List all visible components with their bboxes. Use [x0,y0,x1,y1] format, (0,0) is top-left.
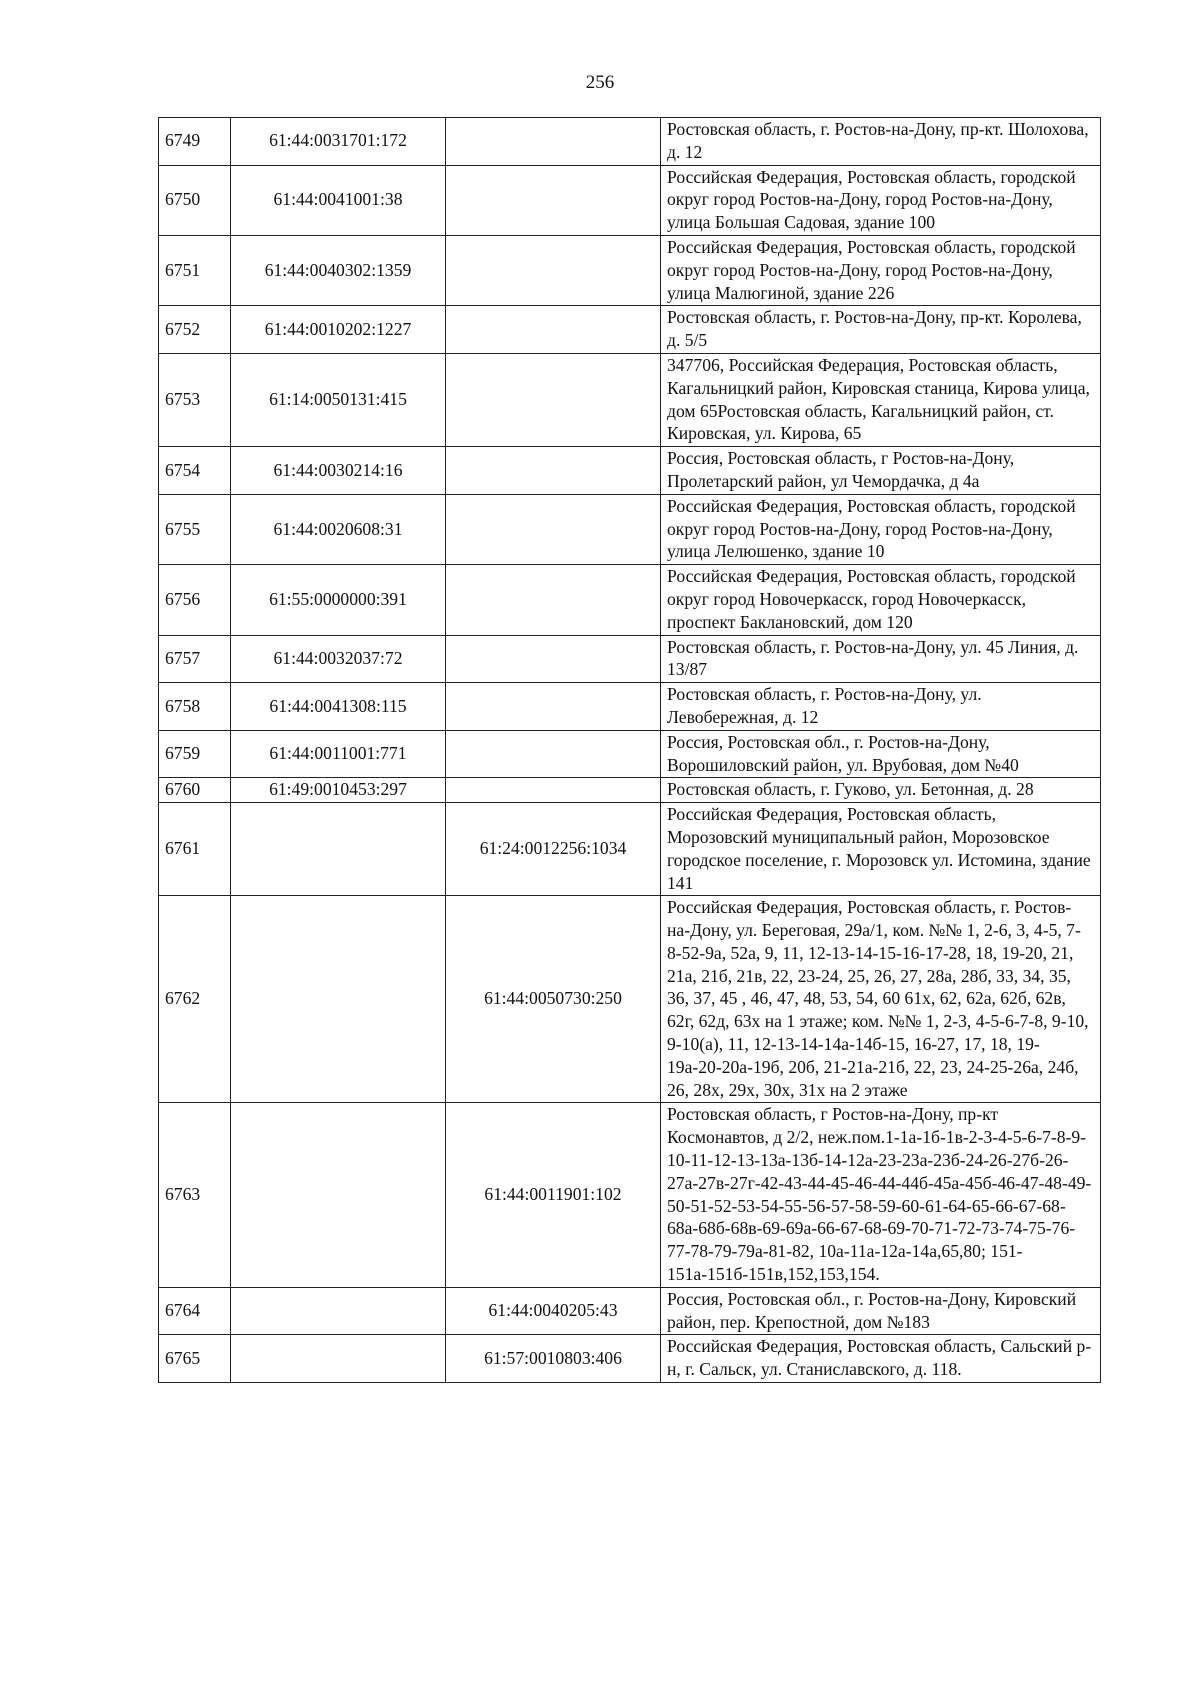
table-row [159,730,1101,778]
cadastral-number-a: 61:44:0020608:31 [231,494,446,564]
table-row [159,494,1101,564]
row-number: 6758 [159,683,231,731]
address: Ростовская область, г. Ростов-на-Дону, ул. 45 Линия, д. 13/87 [661,635,1101,683]
cadastral-number-a [231,803,446,896]
cadastral-number-a: 61:44:0041308:115 [231,683,446,731]
row-number: 6764 [159,1287,231,1335]
cadastral-number-a: 61:44:0010202:1227 [231,306,446,354]
cadastral-number-a [231,896,446,1103]
address: Россия, Ростовская область, г Ростов-на-Дону, Пролетарский район, ул Чемордачка, д 4а [661,447,1101,495]
address: Российская Федерация, Ростовская область, городской округ город Ростов-на-Дону, город Ростов-на-Дону, улица Лелюшенко, здание 10 [661,494,1101,564]
table-row [159,635,1101,683]
table-row [159,118,1101,166]
registry-table-body [159,118,1101,1383]
row-number: 6763 [159,1103,231,1287]
cadastral-number-b: 61:44:0011901:102 [446,1103,661,1287]
table-row [159,683,1101,731]
table-row [159,235,1101,305]
cadastral-number-b [446,494,661,564]
cadastral-number-a [231,1335,446,1383]
row-number: 6752 [159,306,231,354]
cadastral-number-a: 61:44:0011001:771 [231,730,446,778]
cadastral-number-b [446,778,661,803]
address: Российская Федерация, Ростовская область, городской округ город Ростов-на-Дону, город Ростов-на-Дону, улица Малюгиной, здание 226 [661,235,1101,305]
cadastral-number-a: 61:44:0040302:1359 [231,235,446,305]
row-number: 6753 [159,353,231,446]
cadastral-number-b [446,565,661,635]
address: 347706, Российская Федерация, Ростовская область, Кагальницкий район, Кировская станица, Кирова улица, дом 65Ростовская область, Кагальницкий район, ст. Кировская, ул. Кирова, 65 [661,353,1101,446]
table-row [159,1335,1101,1383]
address: Российская Федерация, Ростовская область, городской округ город Новочеркасск, город Новочеркасск, проспект Баклановский, дом 120 [661,565,1101,635]
table-row [159,353,1101,446]
row-number: 6754 [159,447,231,495]
address: Ростовская область, г. Ростов-на-Дону, пр-кт. Шолохова, д. 12 [661,118,1101,166]
table-row [159,565,1101,635]
row-number: 6750 [159,165,231,235]
table-row [159,165,1101,235]
cadastral-number-b: 61:44:0050730:250 [446,896,661,1103]
address: Ростовская область, г. Гуково, ул. Бетонная, д. 28 [661,778,1101,803]
address: Российская Федерация, Ростовская область, городской округ город Ростов-на-Дону, город Ростов-на-Дону, улица Большая Садовая, здание 100 [661,165,1101,235]
row-number: 6760 [159,778,231,803]
cadastral-number-b: 61:44:0040205:43 [446,1287,661,1335]
cadastral-number-a: 61:44:0031701:172 [231,118,446,166]
cadastral-number-a [231,1103,446,1287]
cadastral-number-a: 61:55:0000000:391 [231,565,446,635]
row-number: 6759 [159,730,231,778]
registry-table [158,117,1101,1383]
cadastral-number-b [446,353,661,446]
table-row [159,778,1101,803]
address: Российская Федерация, Ростовская область, Морозовский муниципальный район, Морозовское городское поселение, г. Морозовск ул. Истомина, здание 141 [661,803,1101,896]
page-number: 256 [585,72,615,93]
cadastral-number-a: 61:44:0030214:16 [231,447,446,495]
address: Россия, Ростовская обл., г. Ростов-на-Дону, Кировский район, пер. Крепостной, дом №183 [661,1287,1101,1335]
cadastral-number-b: 61:24:0012256:1034 [446,803,661,896]
address: Ростовская область, г Ростов-на-Дону, пр-кт Космонавтов, д 2/2, неж.пом.1-1а-1б-1в-2-3-4-5-6-7-8-9-10-11-12-13-13а-13б-14-12а-23-23а-23б-24-26-27б-26-27а-27в-27г-42-43-44-45-46-44-44б-45а-45б-46-47-48-49-50-51-52-53-54-55-56-57-58-59-60-61-64-65-66-67-68-68а-68б-68в-69-69а-66-67-68-69-70-71-72-73-74-75-76-77-78-79-79а-81-82, 10а-11а-12а-14а,65,80; 151-151а-151б-151в,152,153,154. [661,1103,1101,1287]
cadastral-number-b [446,165,661,235]
table-row [159,896,1101,1103]
cadastral-number-b [446,235,661,305]
address: Ростовская область, г. Ростов-на-Дону, пр-кт. Королева, д. 5/5 [661,306,1101,354]
table-row [159,803,1101,896]
cadastral-number-b [446,635,661,683]
row-number: 6761 [159,803,231,896]
address: Российская Федерация, Ростовская область, г. Ростов-на-Дону, ул. Береговая, 29а/1, ком. №№ 1, 2-6, 3, 4-5, 7-8-52-9а, 52а, 9, 11, 12-13-14-15-16-17-28, 18, 19-20, 21, 21а, 21б, 21в, 22, 23-24, 25, 26, 27, 28а, 28б, 33, 34, 35, 36, 37, 45 , 46, 47, 48, 53, 54, 60 61х, 62, 62а, 62б, 62в, 62г, 62д, 63х на 1 этаже; ком. №№ 1, 2-3, 4-5-6-7-8, 9-10, 9-10(а), 11, 12-13-14-14а-14б-15, 16-27, 17, 18, 19-19а-20-20а-19б, 20б, 21-21а-21б, 22, 23, 24-25-26а, 24б, 26, 28х, 29х, 30х, 31х на 2 этаже [661,896,1101,1103]
row-number: 6749 [159,118,231,166]
cadastral-number-b [446,447,661,495]
cadastral-number-a: 61:44:0032037:72 [231,635,446,683]
cadastral-number-a: 61:14:0050131:415 [231,353,446,446]
table-row [159,1287,1101,1335]
table-row [159,306,1101,354]
table-row [159,447,1101,495]
address: Российская Федерация, Ростовская область, Сальский р-н, г. Сальск, ул. Станиславского, д. 118. [661,1335,1101,1383]
row-number: 6762 [159,896,231,1103]
row-number: 6756 [159,565,231,635]
cadastral-number-b [446,683,661,731]
cadastral-number-a [231,1287,446,1335]
cadastral-number-b [446,306,661,354]
cadastral-number-b [446,730,661,778]
cadastral-number-a: 61:44:0041001:38 [231,165,446,235]
address: Ростовская область, г. Ростов-на-Дону, ул. Левобережная, д. 12 [661,683,1101,731]
cadastral-number-b: 61:57:0010803:406 [446,1335,661,1383]
cadastral-number-b [446,118,661,166]
address: Россия, Ростовская обл., г. Ростов-на-Дону, Ворошиловский район, ул. Врубовая, дом №40 [661,730,1101,778]
cadastral-number-a: 61:49:0010453:297 [231,778,446,803]
row-number: 6757 [159,635,231,683]
row-number: 6751 [159,235,231,305]
table-row [159,1103,1101,1287]
row-number: 6765 [159,1335,231,1383]
row-number: 6755 [159,494,231,564]
